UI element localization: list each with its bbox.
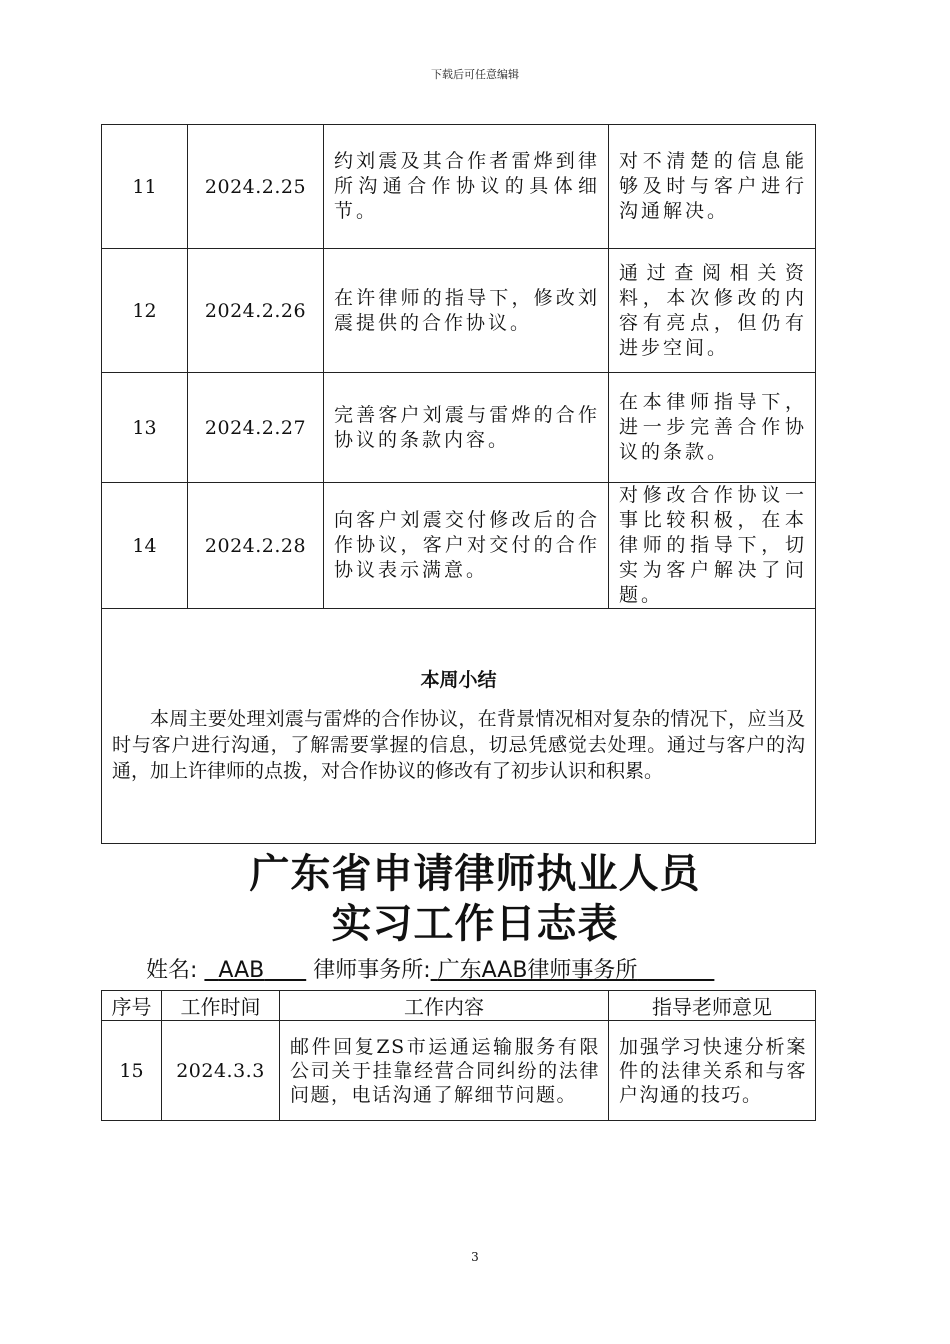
summary-body: 本周主要处理刘震与雷烨的合作协议，在背景情况相对复杂的情况下，应当及时与客户进行沟通，了解需要掌握的信息，切忌凭感觉去处理。通过与客户的沟通，加上许律师的点拨，对合作协议的修改有了初步认识和积累。 bbox=[112, 708, 805, 782]
name-value: AAB bbox=[218, 958, 265, 983]
row-content: 向客户刘震交付修改后的合作协议，客户对交付的合作协议表示满意。 bbox=[324, 483, 609, 609]
table-row bbox=[102, 125, 816, 249]
row-number: 15 bbox=[102, 1021, 162, 1121]
row-content: 在许律师的指导下，修改刘震提供的合作协议。 bbox=[324, 249, 609, 373]
row-date: 2024.2.25 bbox=[188, 125, 324, 249]
header-content: 工作内容 bbox=[280, 991, 609, 1021]
name-line bbox=[146, 953, 714, 984]
table-row bbox=[102, 483, 816, 609]
firm-label: 律师事务所: bbox=[313, 958, 431, 983]
summary-title: 本周小结 bbox=[420, 669, 497, 691]
row-content: 邮件回复ZS市运通运输服务有限公司关于挂靠经营合同纠纷的法律问题，电话沟通了解细节问题。 bbox=[280, 1021, 609, 1121]
row-number: 11 bbox=[102, 125, 188, 249]
row-content: 完善客户刘震与雷烨的合作协议的条款内容。 bbox=[324, 373, 609, 483]
summary-cell bbox=[102, 609, 816, 844]
name-label: 姓名: bbox=[146, 958, 198, 983]
table-header-row bbox=[102, 991, 816, 1021]
row-opinion: 在本律师指导下，进一步完善合作协议的条款。 bbox=[609, 373, 816, 483]
log-table-top bbox=[101, 124, 816, 844]
row-number: 14 bbox=[102, 483, 188, 609]
table-row bbox=[102, 373, 816, 483]
row-date: 2024.2.28 bbox=[188, 483, 324, 609]
page-title: 广东省申请律师执业人员 bbox=[249, 851, 701, 897]
table-row bbox=[102, 249, 816, 373]
header-number: 序号 bbox=[102, 991, 162, 1021]
row-date: 2024.3.3 bbox=[162, 1021, 280, 1121]
row-number: 13 bbox=[102, 373, 188, 483]
row-content: 约刘震及其合作者雷烨到律所沟通合作协议的具体细节。 bbox=[324, 125, 609, 249]
header-note: 下载后可任意编辑 bbox=[431, 68, 519, 81]
header-opinion: 指导老师意见 bbox=[609, 991, 816, 1021]
row-number: 12 bbox=[102, 249, 188, 373]
log-table-bottom bbox=[101, 990, 816, 1121]
page-number: 3 bbox=[471, 1250, 479, 1264]
table-row bbox=[102, 1021, 816, 1121]
row-opinion: 对不清楚的信息能够及时与客户进行沟通解决。 bbox=[609, 125, 816, 249]
row-opinion: 通过查阅相关资料，本次修改的内容有亮点，但仍有进步空间。 bbox=[609, 249, 816, 373]
row-date: 2024.2.27 bbox=[188, 373, 324, 483]
page-subtitle: 实习工作日志表 bbox=[331, 901, 619, 947]
row-opinion: 对修改合作协议一事比较积极，在本律师的指导下，切实为客户解决了问题。 bbox=[609, 483, 816, 609]
summary-row bbox=[102, 609, 816, 844]
row-date: 2024.2.26 bbox=[188, 249, 324, 373]
header-time: 工作时间 bbox=[162, 991, 280, 1021]
firm-value: 广东AAB律师事务所 bbox=[437, 958, 638, 983]
row-opinion: 加强学习快速分析案件的法律关系和与客户沟通的技巧。 bbox=[609, 1021, 816, 1121]
